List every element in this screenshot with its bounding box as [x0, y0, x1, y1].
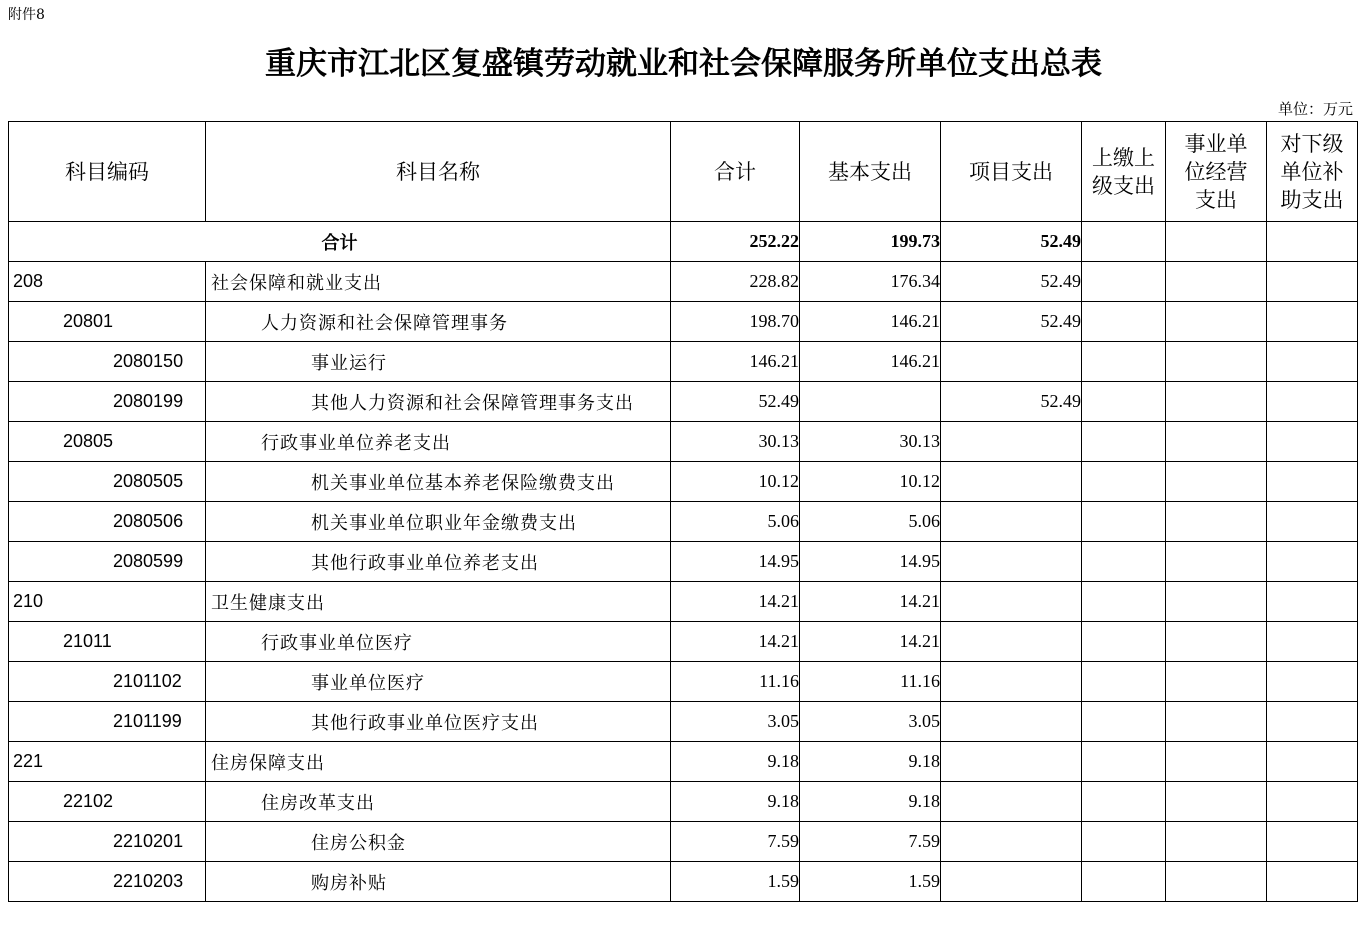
row-total: 146.21: [671, 342, 800, 382]
row-total: 1.59: [671, 862, 800, 902]
row-total: 198.70: [671, 302, 800, 342]
row-code: 221: [9, 742, 206, 782]
row-total: 9.18: [671, 742, 800, 782]
row-code: 22102: [9, 782, 206, 822]
table-row: [9, 262, 1358, 302]
col-header-enterprise: [1166, 122, 1267, 222]
row-basic: [800, 382, 941, 422]
row-code: 2080199: [9, 382, 206, 422]
row-enterprise: [1166, 742, 1267, 782]
table-row: [9, 622, 1358, 662]
row-basic: 14.21: [800, 582, 941, 622]
row-upper: [1082, 462, 1166, 502]
row-upper: [1082, 742, 1166, 782]
row-total: 14.21: [671, 582, 800, 622]
row-upper: [1082, 782, 1166, 822]
row-enterprise: [1166, 822, 1267, 862]
row-project: [941, 422, 1082, 462]
expenditure-table: [8, 121, 1358, 902]
row-project: [941, 742, 1082, 782]
row-subsidy: [1267, 782, 1358, 822]
row-code: 20801: [9, 302, 206, 342]
row-total: 228.82: [671, 262, 800, 302]
total-row-label: 合计: [9, 222, 671, 262]
row-subsidy: [1267, 822, 1358, 862]
table-row: [9, 582, 1358, 622]
row-code: 2080506: [9, 502, 206, 542]
row-basic: 9.18: [800, 742, 941, 782]
row-basic: 3.05: [800, 702, 941, 742]
row-name: 人力资源和社会保障管理事务: [206, 302, 671, 342]
table-row: [9, 502, 1358, 542]
row-total: 30.13: [671, 422, 800, 462]
row-upper: [1082, 622, 1166, 662]
row-code: 2210203: [9, 862, 206, 902]
col-header-name: 科目名称: [206, 122, 671, 222]
row-upper: [1082, 342, 1166, 382]
row-project: [941, 582, 1082, 622]
row-total: 14.21: [671, 622, 800, 662]
table-row: [9, 782, 1358, 822]
row-project: 52.49: [941, 382, 1082, 422]
col-header-basic: 基本支出: [800, 122, 941, 222]
table-row: [9, 342, 1358, 382]
row-code: 20805: [9, 422, 206, 462]
row-enterprise: [1166, 262, 1267, 302]
row-total: 3.05: [671, 702, 800, 742]
row-project: [941, 502, 1082, 542]
row-name: 住房公积金: [206, 822, 671, 862]
row-total: 9.18: [671, 782, 800, 822]
row-project: [941, 462, 1082, 502]
total-row-basic: 199.73: [800, 222, 941, 262]
table-row: [9, 822, 1358, 862]
row-total: 7.59: [671, 822, 800, 862]
row-upper: [1082, 822, 1166, 862]
row-upper: [1082, 582, 1166, 622]
row-basic: 11.16: [800, 662, 941, 702]
row-basic: 1.59: [800, 862, 941, 902]
row-upper: [1082, 662, 1166, 702]
col-header-code: 科目编码: [9, 122, 206, 222]
row-code: 210: [9, 582, 206, 622]
table-row: [9, 702, 1358, 742]
row-name: 购房补贴: [206, 862, 671, 902]
table-row: [9, 302, 1358, 342]
row-subsidy: [1267, 582, 1358, 622]
row-project: 52.49: [941, 302, 1082, 342]
table-row: [9, 382, 1358, 422]
row-total: 10.12: [671, 462, 800, 502]
row-basic: 14.21: [800, 622, 941, 662]
row-basic: 5.06: [800, 502, 941, 542]
row-code: 2101102: [9, 662, 206, 702]
row-enterprise: [1166, 502, 1267, 542]
row-name: 行政事业单位医疗: [206, 622, 671, 662]
row-total: 11.16: [671, 662, 800, 702]
row-subsidy: [1267, 702, 1358, 742]
row-subsidy: [1267, 662, 1358, 702]
row-subsidy: [1267, 462, 1358, 502]
row-name: 事业单位医疗: [206, 662, 671, 702]
row-code: 2080150: [9, 342, 206, 382]
col-header-upper: [1082, 122, 1166, 222]
col-header-total: 合计: [671, 122, 800, 222]
row-basic: 146.21: [800, 302, 941, 342]
row-enterprise: [1166, 582, 1267, 622]
row-project: 52.49: [941, 262, 1082, 302]
row-subsidy: [1267, 302, 1358, 342]
total-row-enterprise: [1166, 222, 1267, 262]
row-name: 社会保障和就业支出: [206, 262, 671, 302]
row-name: 其他行政事业单位养老支出: [206, 542, 671, 582]
table-row: [9, 662, 1358, 702]
row-basic: 7.59: [800, 822, 941, 862]
row-project: [941, 862, 1082, 902]
page-title: 重庆市江北区复盛镇劳动就业和社会保障服务所单位支出总表: [265, 46, 1102, 82]
row-project: [941, 662, 1082, 702]
row-code: 2080505: [9, 462, 206, 502]
col-header-subsidy-line1: 对下级: [1280, 131, 1344, 156]
row-total: 52.49: [671, 382, 800, 422]
row-subsidy: [1267, 542, 1358, 582]
table-row: [9, 862, 1358, 902]
row-subsidy: [1267, 382, 1358, 422]
row-name: 行政事业单位养老支出: [206, 422, 671, 462]
row-total: 5.06: [671, 502, 800, 542]
row-upper: [1082, 262, 1166, 302]
table-row: [9, 422, 1358, 462]
total-row-project: 52.49: [941, 222, 1082, 262]
col-header-project: 项目支出: [941, 122, 1082, 222]
row-name: 住房保障支出: [206, 742, 671, 782]
row-subsidy: [1267, 342, 1358, 382]
row-name: 机关事业单位职业年金缴费支出: [206, 502, 671, 542]
row-name: 住房改革支出: [206, 782, 671, 822]
row-enterprise: [1166, 342, 1267, 382]
col-header-enterprise-line2: 位经营: [1184, 159, 1248, 184]
row-enterprise: [1166, 542, 1267, 582]
row-project: [941, 622, 1082, 662]
row-subsidy: [1267, 502, 1358, 542]
row-upper: [1082, 862, 1166, 902]
col-header-subsidy: [1267, 122, 1358, 222]
col-header-subsidy-line3: 助支出: [1280, 187, 1344, 212]
col-header-enterprise-line3: 支出: [1195, 187, 1237, 212]
row-project: [941, 542, 1082, 582]
row-name: 事业运行: [206, 342, 671, 382]
attachment-label: 附件8: [8, 7, 45, 23]
row-name: 其他行政事业单位医疗支出: [206, 702, 671, 742]
row-basic: 176.34: [800, 262, 941, 302]
row-upper: [1082, 702, 1166, 742]
row-enterprise: [1166, 862, 1267, 902]
row-upper: [1082, 302, 1166, 342]
row-upper: [1082, 542, 1166, 582]
row-code: 208: [9, 262, 206, 302]
row-enterprise: [1166, 782, 1267, 822]
row-code: 2101199: [9, 702, 206, 742]
table-row: [9, 462, 1358, 502]
row-enterprise: [1166, 622, 1267, 662]
row-name: 其他人力资源和社会保障管理事务支出: [206, 382, 671, 422]
row-subsidy: [1267, 262, 1358, 302]
row-name: 卫生健康支出: [206, 582, 671, 622]
row-upper: [1082, 422, 1166, 462]
row-subsidy: [1267, 742, 1358, 782]
row-enterprise: [1166, 382, 1267, 422]
header-row: [9, 122, 1358, 222]
row-code: 2210201: [9, 822, 206, 862]
table-row: [9, 742, 1358, 782]
row-subsidy: [1267, 862, 1358, 902]
table-row: [9, 542, 1358, 582]
row-enterprise: [1166, 302, 1267, 342]
total-row-upper: [1082, 222, 1166, 262]
row-basic: 30.13: [800, 422, 941, 462]
row-total: 14.95: [671, 542, 800, 582]
row-basic: 14.95: [800, 542, 941, 582]
row-subsidy: [1267, 422, 1358, 462]
row-basic: 9.18: [800, 782, 941, 822]
unit-label: 单位：万元: [1277, 100, 1353, 118]
col-header-enterprise-line1: 事业单: [1184, 131, 1248, 156]
row-upper: [1082, 502, 1166, 542]
col-header-upper-line1: 上缴上: [1092, 145, 1155, 170]
row-basic: 10.12: [800, 462, 941, 502]
col-header-upper-line2: 级支出: [1092, 173, 1155, 198]
row-basic: 146.21: [800, 342, 941, 382]
total-row-total: 252.22: [671, 222, 800, 262]
col-header-subsidy-line2: 单位补: [1280, 159, 1344, 184]
row-project: [941, 782, 1082, 822]
row-subsidy: [1267, 622, 1358, 662]
row-enterprise: [1166, 462, 1267, 502]
row-project: [941, 342, 1082, 382]
row-project: [941, 702, 1082, 742]
row-code: 21011: [9, 622, 206, 662]
row-enterprise: [1166, 662, 1267, 702]
row-code: 2080599: [9, 542, 206, 582]
total-row: [9, 222, 1358, 262]
row-project: [941, 822, 1082, 862]
row-enterprise: [1166, 702, 1267, 742]
row-name: 机关事业单位基本养老保险缴费支出: [206, 462, 671, 502]
row-upper: [1082, 382, 1166, 422]
total-row-subsidy: [1267, 222, 1358, 262]
row-enterprise: [1166, 422, 1267, 462]
